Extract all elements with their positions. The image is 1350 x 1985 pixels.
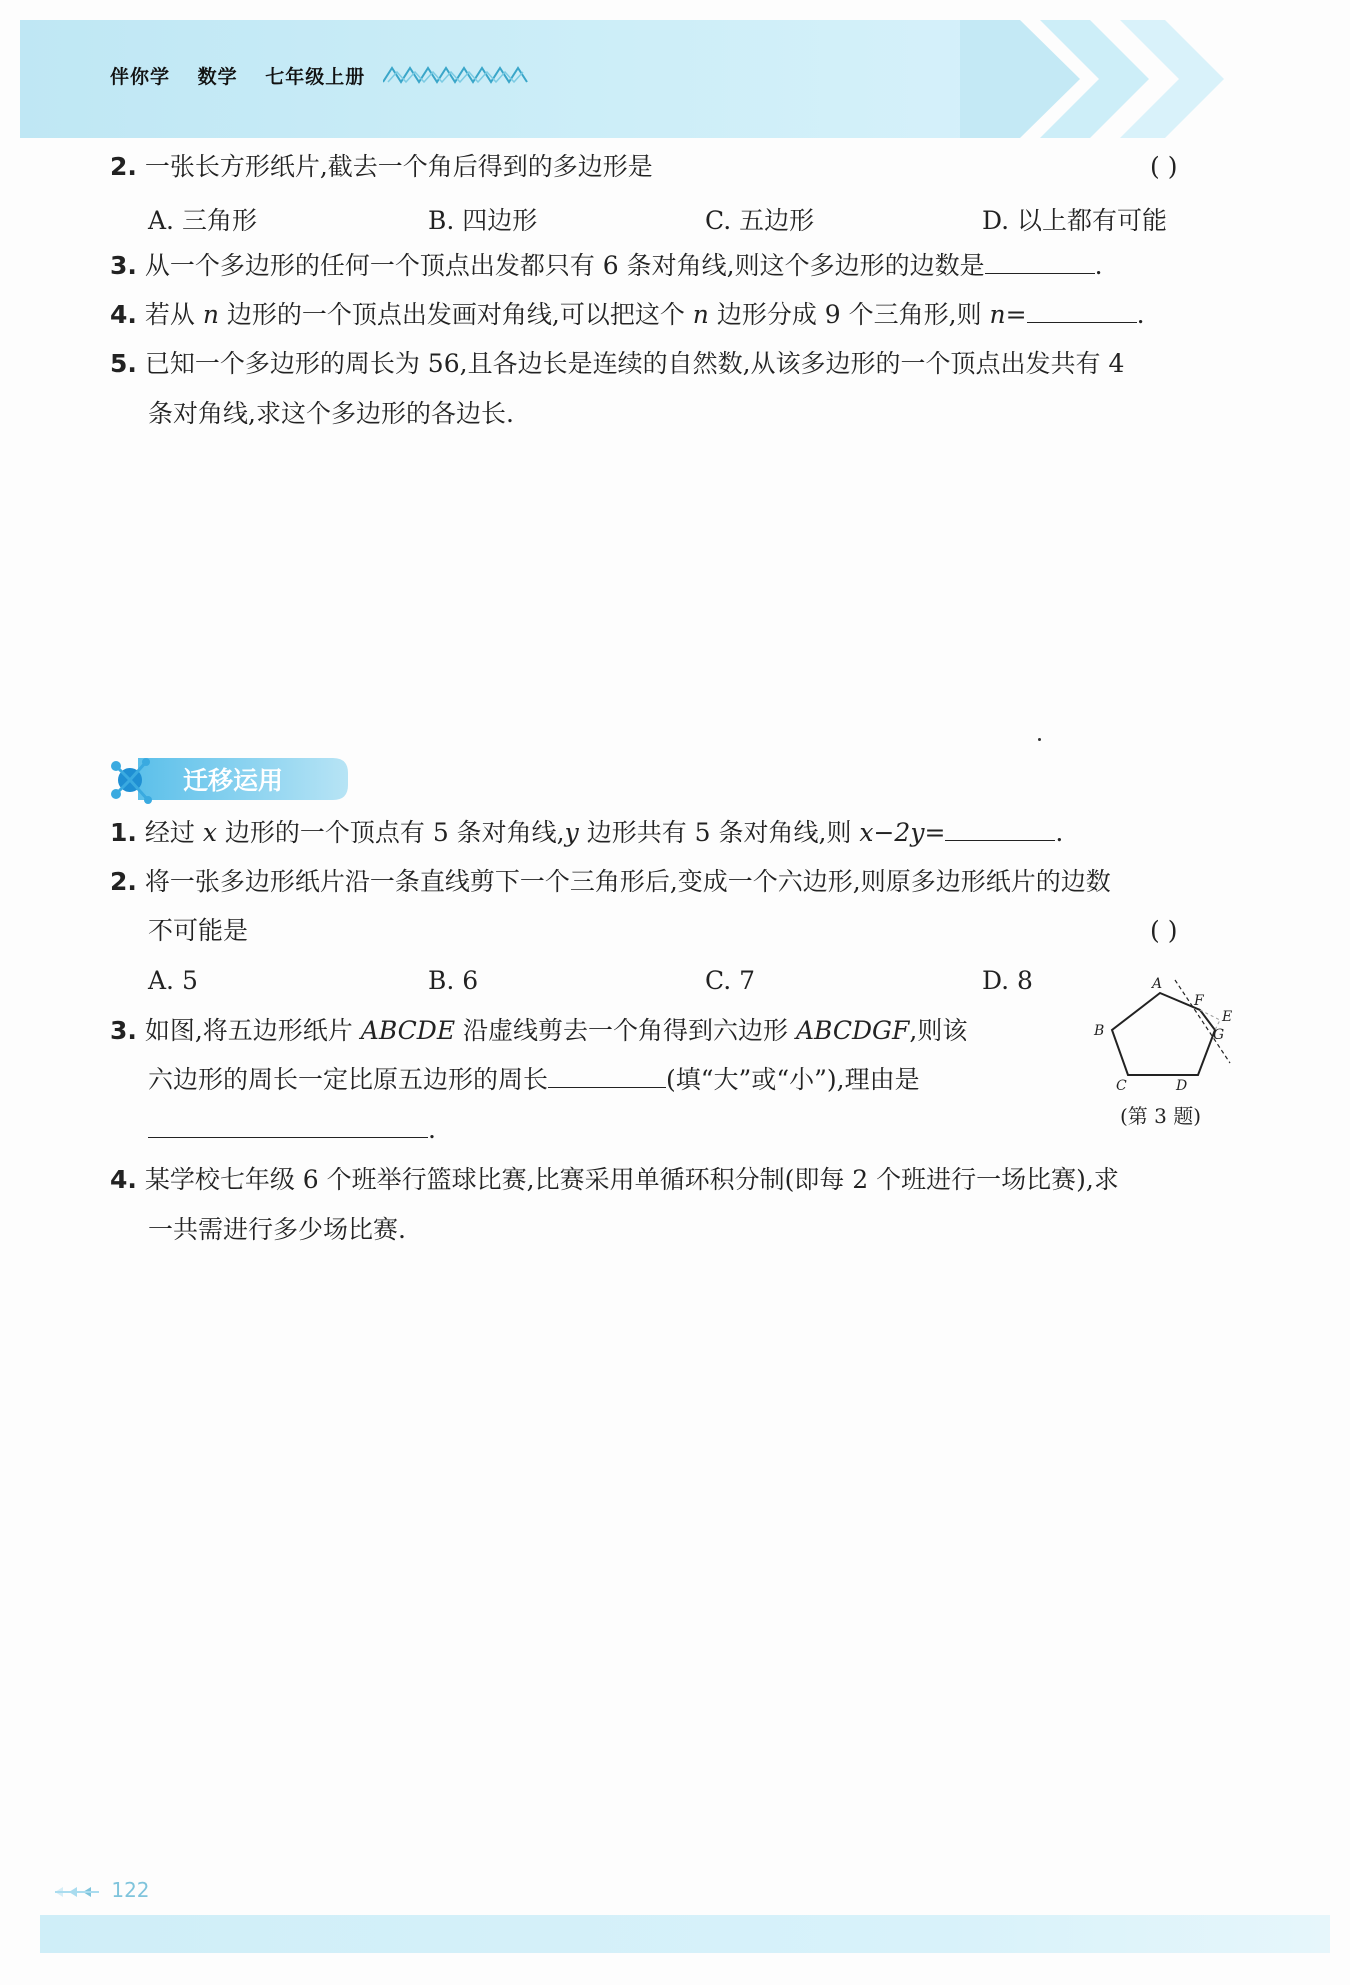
question-2-text: 一张长方形纸片,截去一个角后得到的多边形是 [144, 152, 653, 181]
option-d: D. 以上都有可能 [982, 206, 1168, 235]
option-d: D. 8 [982, 966, 1033, 995]
option-b: B. 四边形 [428, 206, 538, 235]
header-series: 伴你学 [110, 66, 171, 88]
vertex-label-e: E [1222, 1009, 1233, 1025]
header-grade: 七年级上册 [265, 66, 366, 88]
header-title [110, 62, 385, 89]
answer-blank[interactable] [945, 818, 1055, 841]
question-5: 5. 已知一个多边形的周长为 56,且各边长是连续的自然数,从该多边形的一个顶点出发共有 4 [110, 349, 1125, 378]
page-number: 122 [55, 1878, 150, 1902]
option-a: A. 三角形 [148, 206, 257, 235]
vertex-label-g: G [1213, 1027, 1225, 1043]
section-badge [108, 750, 353, 810]
vertex-label-c: C [1116, 1078, 1127, 1090]
transfer-question-3: 3. 如图,将五边形纸片 ABCDE 沿虚线剪去一个角得到六边形 ABCDGF,则该 [110, 1016, 968, 1045]
header-subject: 数学 [197, 66, 238, 88]
answer-blank[interactable] [148, 1115, 428, 1138]
arrow-decoration-icon [55, 1885, 105, 1899]
vertex-label-f: F [1194, 993, 1204, 1009]
footer-band [40, 1915, 1330, 1953]
stray-dot [1038, 738, 1041, 741]
header-zigzag-decoration [383, 66, 528, 84]
transfer-question-2: 2. 将一张多边形纸片沿一条直线剪下一个三角形后,变成一个六边形,则原多边形纸片的边数 [110, 867, 1111, 896]
option-c: C. 7 [705, 966, 756, 995]
option-c: C. 五边形 [705, 206, 815, 235]
pentagon-figure [1090, 975, 1250, 1090]
figure-caption: (第 3 题) [1120, 1104, 1202, 1128]
question-5-line-2: 条对角线,求这个多边形的各边长. [148, 399, 514, 428]
transfer-question-4: 4. 某学校七年级 6 个班举行篮球比赛,比赛采用单循环积分制(即每 2 个班进行一场比赛),求 [110, 1165, 1119, 1194]
option-b: B. 6 [428, 966, 479, 995]
question-3: 3. 从一个多边形的任何一个顶点出发都只有 6 条对角线,则这个多边形的边数是 . [110, 251, 1103, 280]
transfer-question-2-line-2: 不可能是 [148, 916, 249, 945]
transfer-question-3-line-2: 六边形的周长一定比原五边形的周长 (填“大”或“小”),理由是 [148, 1065, 920, 1094]
vertex-label-b: B [1094, 1023, 1105, 1039]
option-a: A. 5 [148, 966, 198, 995]
transfer-question-4-line-2: 一共需进行多少场比赛. [148, 1215, 406, 1244]
transfer-question-1: 1. 经过 x 边形的一个顶点有 5 条对角线,y 边形共有 5 条对角线,则 x−2y= . [110, 818, 1064, 847]
question-4: 4. 若从 n 边形的一个顶点出发画对角线,可以把这个 n 边形分成 9 个三角形,则 n= . [110, 300, 1145, 329]
answer-blank[interactable] [1027, 300, 1137, 323]
vertex-label-d: D [1176, 1078, 1188, 1090]
answer-blank[interactable] [985, 251, 1095, 274]
answer-parentheses: ( ) [1150, 152, 1178, 181]
answer-parentheses: ( ) [1150, 916, 1178, 945]
section-title: 迁移运用 [183, 766, 284, 795]
vertex-label-a: A [1152, 976, 1163, 992]
header-chevron-decoration [960, 20, 1280, 138]
transfer-question-3-line-3: . [148, 1115, 436, 1145]
question-2: 2. 一张长方形纸片,截去一个角后得到的多边形是 [110, 152, 653, 181]
answer-blank[interactable] [548, 1065, 666, 1088]
